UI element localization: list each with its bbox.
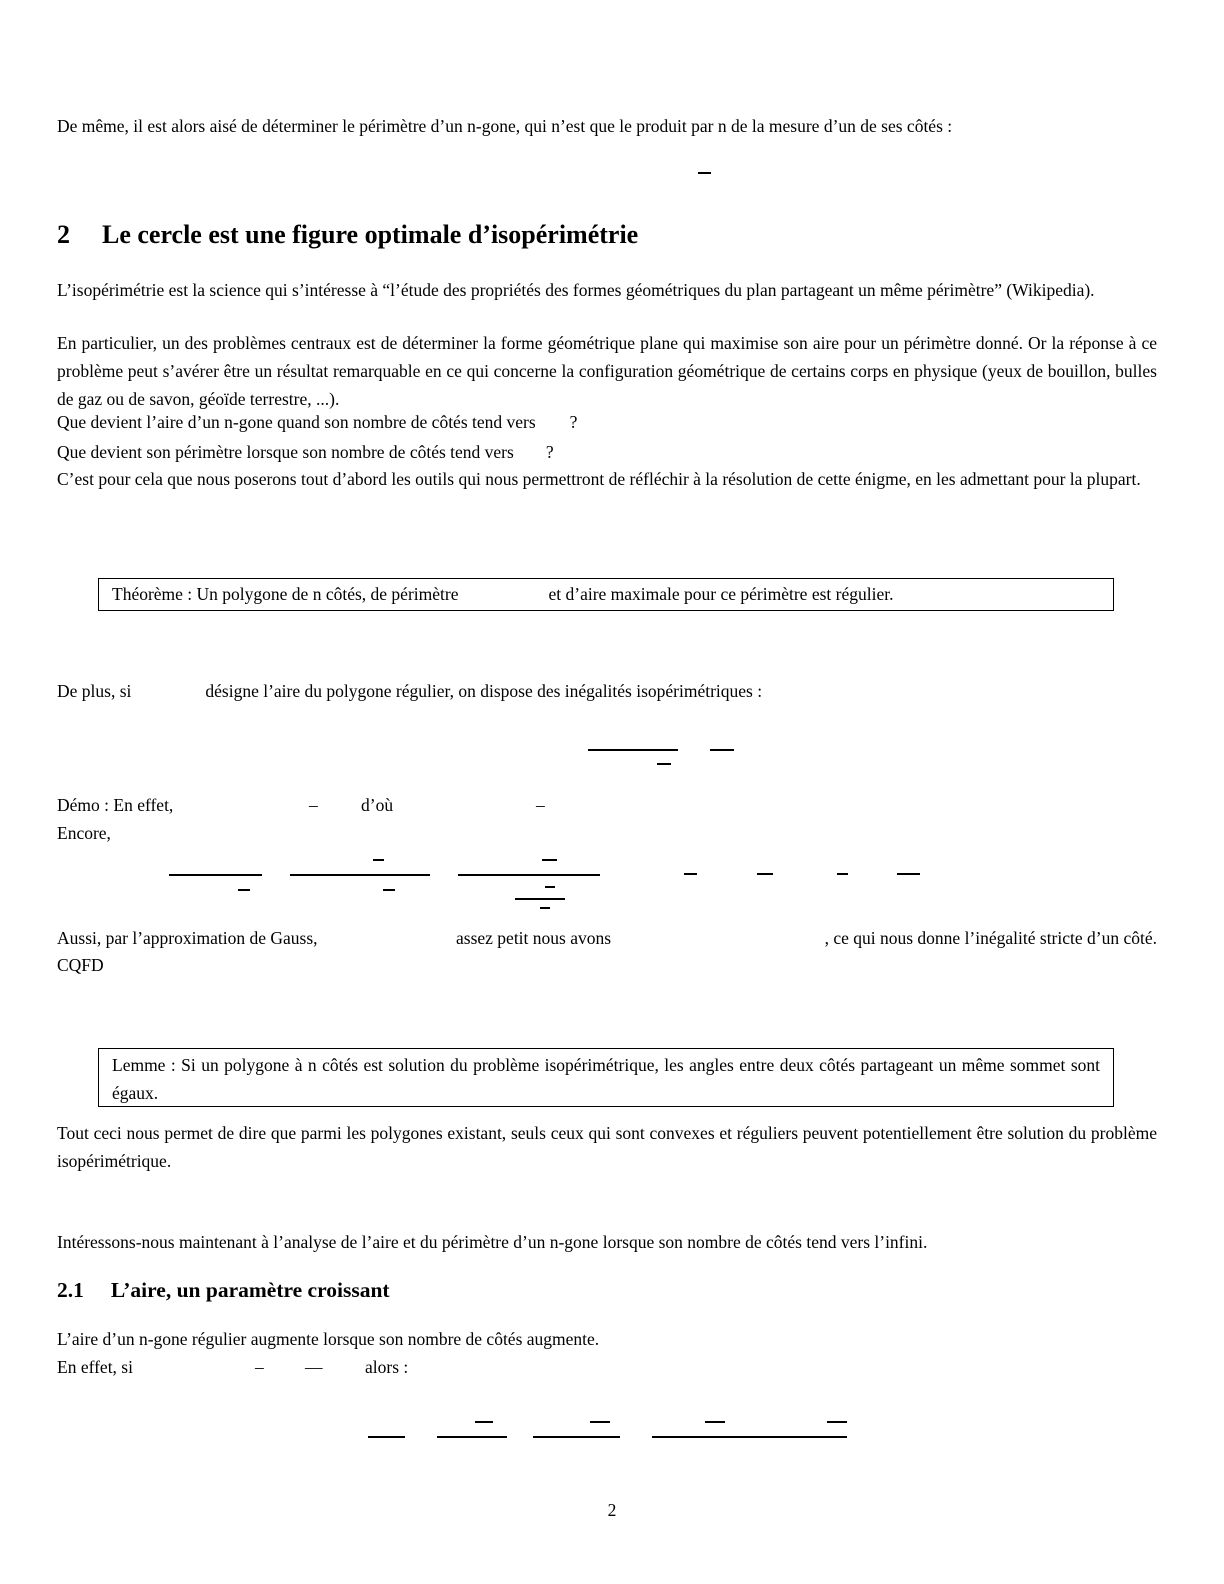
math-dash: –	[536, 795, 545, 815]
cqfd-line	[0, 951, 1224, 979]
math-dash	[475, 1421, 493, 1423]
fraction-bar	[169, 874, 262, 876]
math-dash	[238, 889, 250, 891]
paragraph-convexes: Tout ceci nous permet de dire que parmi les polygones existant, seuls ceux qui sont convexes et réguliers peuvent potentiellement être solution du problème isopérimétrique.	[57, 1123, 1157, 1171]
aussi-text: Aussi, par l’approximation de Gauss,	[57, 928, 318, 948]
lemme-box	[98, 1048, 1114, 1107]
question-perimetre-text: Que devient son périmètre lorsque son nombre de côtés tend vers	[57, 442, 514, 462]
math-dash	[705, 1421, 725, 1423]
math-dash: –	[255, 1357, 264, 1377]
missing-symbol-gap	[514, 457, 546, 458]
fraction-bar	[437, 1436, 507, 1438]
question-perimetre-mark: ?	[545, 442, 554, 462]
paragraph-outils: C’est pour cela que nous poserons tout d’abord les outils qui nous permettront de réfléchir à la résolution de cette énigme, en les admettant pour la plupart.	[57, 469, 1141, 489]
section-title: Le cercle est une figure optimale d’isopérimétrie	[102, 220, 639, 249]
lemme-text: Lemme : Si un polygone à n côtés est solution du problème isopérimétrique, les angles entre deux côtés partageant un même sommet sont égaux.	[112, 1055, 1100, 1103]
math-dash	[373, 859, 384, 861]
fraction-bar	[533, 1436, 620, 1438]
aire-croit-text: L’aire d’un n-gone régulier augmente lorsque son nombre de côtés augmente.	[57, 1329, 600, 1349]
intro-paragraph: De même, il est alors aisé de déterminer le périmètre d’un n-gone, qui n’est que le produit par n de la mesure d’un de ses côtés :	[57, 116, 953, 136]
subsection-heading	[57, 1277, 390, 1304]
math-dash	[837, 873, 848, 875]
aussi-text-fin: , ce qui nous donne l’inégalité stricte d’un côté.	[824, 928, 1157, 948]
math-dash	[684, 873, 697, 875]
subsection-title: L’aire, un paramètre croissant	[110, 1278, 390, 1302]
math-dash	[710, 749, 734, 751]
demo-text: Démo : En effet,	[57, 795, 174, 815]
math-dash	[590, 1421, 610, 1423]
encore-text: Encore,	[57, 823, 111, 843]
math-dash: –	[309, 795, 318, 815]
fraction-bar	[652, 1436, 847, 1438]
fraction-bar	[515, 898, 565, 900]
de-plus-text: De plus, si	[57, 681, 132, 701]
math-dash	[545, 886, 555, 888]
de-plus-text-suite: désigne l’aire du polygone régulier, on dispose des inégalités isopérimétriques :	[205, 681, 763, 701]
page-number: 2	[607, 1500, 617, 1520]
theoreme-text-suite: et d’aire maximale pour ce périmètre est régulier.	[548, 584, 894, 604]
question-aire-mark: ?	[569, 412, 578, 432]
missing-symbol-gap	[536, 427, 570, 428]
math-dash	[698, 172, 711, 174]
fraction-bar	[588, 749, 678, 751]
math-dash	[383, 889, 395, 891]
math-dash: —	[305, 1357, 323, 1377]
math-dash	[897, 873, 920, 875]
demo-dou: d’où	[361, 795, 394, 815]
demo-line	[0, 791, 1224, 819]
paragraph-probleme: En particulier, un des problèmes centraux est de déterminer la forme géométrique plane qui maximise son aire pour un périmètre donné. Or la réponse à ce problème peut s’avérer être un résultat remarquable en ce qui concerne la configuration géométrique de certains corps en physique (yeux de bouillon, bulles de gaz ou de savon, géoïde terrestre, ...).	[57, 333, 1157, 409]
missing-symbol-gap	[131, 696, 205, 697]
question-aire-line	[0, 408, 1224, 436]
theoreme-text: Théorème : Un polygone de n côtés, de périmètre	[112, 584, 459, 604]
missing-symbol-gap	[458, 599, 548, 600]
en-effet-line	[0, 1353, 1224, 1381]
math-dash	[827, 1421, 847, 1423]
aussi-line	[0, 924, 1224, 952]
encore-line	[0, 819, 1224, 847]
de-plus-line	[0, 677, 1224, 705]
fraction-bar	[290, 874, 430, 876]
math-dash	[540, 907, 550, 909]
aussi-text-milieu: assez petit nous avons	[456, 928, 612, 948]
en-effet-alors: alors :	[365, 1357, 409, 1377]
question-perimetre-line	[0, 438, 1224, 466]
theoreme-box	[98, 578, 1114, 611]
aire-croit-line	[0, 1325, 1224, 1353]
fraction-bar	[368, 1436, 405, 1438]
cqfd-text: CQFD	[57, 955, 104, 975]
interessons-text: Intéressons-nous maintenant à l’analyse de l’aire et du périmètre d’un n-gone lorsque son nombre de côtés tend vers l’infini.	[57, 1232, 928, 1252]
math-dash	[542, 859, 557, 861]
paragraph-isoperimetrie: L’isopérimétrie est la science qui s’intéresse à “l’étude des propriétés des formes géométriques du plan partageant un même périmètre” (Wikipedia).	[57, 280, 1095, 300]
fraction-bar	[458, 874, 600, 876]
subsection-number: 2.1	[57, 1278, 84, 1302]
question-aire-text: Que devient l’aire d’un n-gone quand son nombre de côtés tend vers	[57, 412, 536, 432]
interessons-line	[0, 1228, 1224, 1256]
math-dash	[757, 873, 773, 875]
math-dash	[657, 763, 671, 765]
section-heading	[57, 219, 638, 251]
en-effet-text: En effet, si	[57, 1357, 133, 1377]
section-number: 2	[57, 220, 70, 249]
